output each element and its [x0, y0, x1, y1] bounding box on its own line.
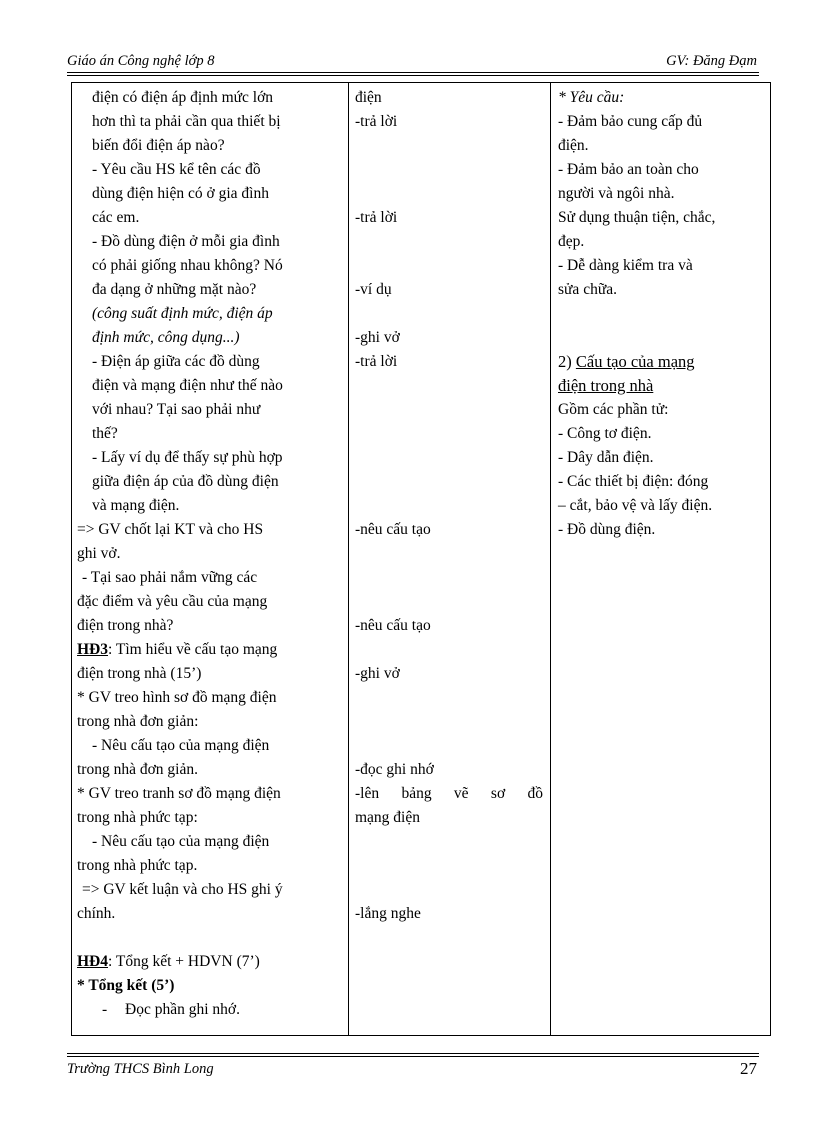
col1-line: định mức, công dụng...): [92, 329, 240, 346]
col3-line: - Dây dẫn điện.: [558, 449, 654, 466]
col1-line: chính.: [77, 905, 116, 922]
col2-line: -nêu cấu tạo: [355, 617, 431, 634]
column-divider: [550, 83, 551, 1035]
col2-line: -trả lời: [355, 209, 398, 226]
activity-hd4: [77, 952, 260, 972]
col3-line: Gồm các phần tử:: [558, 401, 669, 418]
lesson-table: [71, 82, 771, 1036]
page-footer: [67, 1061, 759, 1081]
col1-line: trong nhà phức tạp.: [77, 857, 198, 874]
col2-line: -đọc ghi nhớ: [355, 761, 434, 778]
col1-line: * Tổng kết (5’): [77, 977, 175, 994]
footer-rule: [67, 1053, 759, 1054]
col3-line: - Đảm bảo cung cấp đủ: [558, 113, 703, 130]
col1-line: điện có điện áp định mức lớn: [92, 89, 274, 106]
col1-line: trong nhà đơn giản.: [77, 761, 198, 778]
activity-title: : Tổng kết + HDVN (7’): [108, 953, 260, 970]
col1-line: trong nhà đơn giản:: [77, 713, 199, 730]
col1-line: và mạng điện.: [92, 497, 180, 514]
col2-line: -ghi vở: [355, 329, 400, 346]
col3-line: điện.: [558, 137, 589, 154]
col3-line: - Dễ dàng kiểm tra và: [558, 257, 693, 274]
col2-line: -lên bảng vẽ sơ đồ: [355, 785, 543, 802]
col1-line: điện và mạng điện như thế nào: [92, 377, 283, 394]
col1-line: có phải giống nhau không? Nó: [92, 257, 283, 274]
header-teacher: GV: Đăng Đạm: [666, 53, 757, 69]
col1-line: Đọc phần ghi nhớ.: [125, 1001, 240, 1018]
page-header: [67, 52, 759, 73]
col1-line: - Nêu cấu tạo của mạng điện: [92, 833, 270, 850]
col1-line: hơn thì ta phải cần qua thiết bị: [92, 113, 281, 130]
activity-label: HĐ3: [77, 641, 108, 658]
col1-line: các em.: [92, 209, 140, 226]
col2-line: -ghi vở: [355, 665, 400, 682]
col1-line: đặc điểm và yêu cầu của mạng: [77, 593, 268, 610]
col1-line: điện trong nhà (15’): [77, 665, 202, 682]
list-dash: -: [102, 1001, 108, 1018]
col2-line: điện: [355, 89, 382, 106]
col3-line: Sử dụng thuận tiện, chắc,: [558, 209, 716, 226]
activity-label: HĐ4: [77, 953, 108, 970]
col1-line: dùng điện hiện có ở gia đình: [92, 185, 269, 202]
col1-line: => GV chốt lại KT và cho HS: [77, 521, 264, 538]
activity-hd3: [77, 640, 277, 660]
col3-line: sửa chữa.: [558, 281, 617, 298]
col2-line: -ví dụ: [355, 281, 392, 298]
header-rule: [67, 75, 759, 76]
col1-line: thế?: [92, 425, 118, 442]
col1-line: (công suất định mức, điện áp: [92, 305, 273, 322]
footer-rule: [67, 1056, 759, 1057]
col1-line: với nhau? Tại sao phải như: [92, 401, 261, 418]
col3-line: đẹp.: [558, 233, 585, 250]
col1-line: ghi vở.: [77, 545, 121, 562]
col1-line: - Yêu cầu HS kể tên các đồ: [92, 161, 261, 178]
col3-line: – cắt, bảo vệ và lấy điện.: [558, 497, 713, 514]
header-subject: Giáo án Công nghệ lớp 8: [67, 53, 215, 69]
activity-title: : Tìm hiểu về cấu tạo mạng: [108, 641, 278, 658]
col3-line: người và ngôi nhà.: [558, 185, 675, 202]
col1-line: - Đồ dùng điện ở mỗi gia đình: [92, 233, 280, 250]
footer-school: Trường THCS Bình Long: [67, 1061, 214, 1077]
col3-line: - Đồ dùng điện.: [558, 521, 656, 538]
col1-line: - Tại sao phải nắm vững các: [82, 569, 258, 586]
col3-line: - Đảm bảo an toàn cho: [558, 161, 699, 178]
column-divider: [348, 83, 349, 1035]
col1-line: - Điện áp giữa các đồ dùng: [92, 353, 260, 370]
col1-line: trong nhà phức tạp:: [77, 809, 198, 826]
col3-line: - Các thiết bị điện: đóng: [558, 473, 709, 490]
page-number: 27: [740, 1059, 757, 1078]
col3-line: - Công tơ điện.: [558, 425, 652, 442]
col2-line: -trả lời: [355, 353, 398, 370]
section-heading: [558, 352, 695, 372]
col1-line: * GV treo tranh sơ đồ mạng điện: [77, 785, 281, 802]
col1-line: - Nêu cấu tạo của mạng điện: [92, 737, 270, 754]
col3-heading: * Yêu cầu:: [558, 89, 625, 106]
section-title-cont: điện trong nhà: [558, 376, 654, 395]
col2-line: -lắng nghe: [355, 905, 421, 922]
section-number: 2): [558, 352, 572, 371]
section-title: Cấu tạo của mạng: [575, 352, 695, 371]
col1-line: đa dạng ở những mặt nào?: [92, 281, 257, 298]
col1-line: * GV treo hình sơ đồ mạng điện: [77, 689, 277, 706]
col1-line: điện trong nhà?: [77, 617, 174, 634]
col1-line: => GV kết luận và cho HS ghi ý: [82, 881, 283, 898]
col2-line: mạng điện: [355, 809, 420, 826]
col2-line: -trả lời: [355, 113, 398, 130]
col2-line: -nêu cấu tạo: [355, 521, 431, 538]
col1-line: - Lấy ví dụ để thấy sự phù hợp: [92, 449, 283, 466]
col1-line: giữa điện áp của đồ dùng điện: [92, 473, 279, 490]
col1-line: biến đổi điện áp nào?: [92, 137, 225, 154]
